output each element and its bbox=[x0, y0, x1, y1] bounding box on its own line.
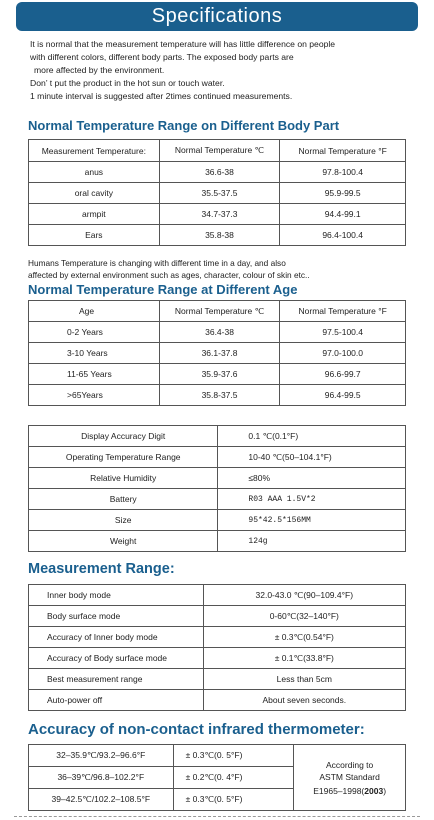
spec-value: 95*42.5*156MM bbox=[218, 510, 406, 531]
table-row bbox=[29, 225, 406, 246]
spec-label: Size bbox=[29, 510, 218, 531]
table-cell: 34.7-37.3 bbox=[159, 204, 280, 225]
measure-value: 0-60℃(32–140°F) bbox=[203, 606, 405, 627]
table-cell: 35.5-37.5 bbox=[159, 183, 280, 204]
specifications-banner: Specifications bbox=[16, 2, 418, 31]
table-row bbox=[29, 531, 406, 552]
table-row bbox=[29, 204, 406, 225]
table-row bbox=[29, 627, 406, 648]
table-cell: 97.5-100.4 bbox=[280, 322, 406, 343]
spec-value: 124g bbox=[218, 531, 406, 552]
measure-label: Accuracy of Inner body mode bbox=[29, 627, 204, 648]
table-cell: 95.9-99.5 bbox=[280, 183, 406, 204]
standard-line: According to bbox=[326, 759, 374, 770]
age-table bbox=[28, 300, 406, 406]
spec-label: Relative Humidity bbox=[29, 468, 218, 489]
measure-value: ± 0.3℃(0.54°F) bbox=[203, 627, 405, 648]
range-cell: 32–35.9℃/93.2–96.6°F bbox=[29, 745, 174, 767]
table-row bbox=[29, 426, 406, 447]
spec-label: Battery bbox=[29, 489, 218, 510]
measurement-table bbox=[28, 584, 406, 711]
bottom-divider bbox=[14, 816, 420, 817]
accuracy-cell: ± 0.3℃(0. 5°F) bbox=[173, 789, 294, 811]
body-part-table bbox=[28, 139, 406, 246]
accuracy-cell: ± 0.3℃(0. 5°F) bbox=[173, 745, 294, 767]
table-row bbox=[29, 183, 406, 204]
standard-line: E1965–1998(2003) bbox=[313, 785, 387, 796]
intro-line: Don’ t put the product in the hot sun or touch water. bbox=[30, 78, 225, 88]
table-row bbox=[29, 669, 406, 690]
table-cell: 11-65 Years bbox=[29, 364, 160, 385]
header-cell: Normal Temperature ℃ bbox=[159, 301, 280, 322]
table-cell: 35.8-37.5 bbox=[159, 385, 280, 406]
specs-table bbox=[28, 425, 406, 552]
header-cell: Normal Temperature °F bbox=[280, 301, 406, 322]
accuracy-table bbox=[28, 744, 406, 811]
table-row bbox=[29, 343, 406, 364]
table-row bbox=[29, 745, 406, 767]
spec-value: 10-40 ℃(50–104.1°F) bbox=[218, 447, 406, 468]
table-cell: armpit bbox=[29, 204, 160, 225]
measure-label: Accuracy of Body surface mode bbox=[29, 648, 204, 669]
range-cell: 39–42.5℃/102.2–108.5°F bbox=[29, 789, 174, 811]
table-row bbox=[29, 322, 406, 343]
spec-label: Operating Temperature Range bbox=[29, 447, 218, 468]
note-line: Humans Temperature is changing with different time in a day, and also bbox=[28, 258, 286, 268]
table-cell: anus bbox=[29, 162, 160, 183]
range-cell: 36–39℃/96.8–102.2°F bbox=[29, 767, 174, 789]
measure-value: 32.0-43.0 ℃(90–109.4°F) bbox=[203, 585, 405, 606]
intro-line: more affected by the environment. bbox=[34, 65, 165, 75]
measure-value: Less than 5cm bbox=[203, 669, 405, 690]
intro-line: 1 minute interval is suggested after 2times continued measurements. bbox=[30, 91, 293, 101]
header-cell: Measurement Temperature: bbox=[29, 140, 160, 162]
measurement-heading: Measurement Range: bbox=[28, 561, 175, 577]
accuracy-cell: ± 0.2℃(0. 4°F) bbox=[173, 767, 294, 789]
table-row bbox=[29, 162, 406, 183]
table-row bbox=[29, 468, 406, 489]
accuracy-heading: Accuracy of non-contact infrared thermometer: bbox=[28, 721, 365, 738]
table-header-row bbox=[29, 301, 406, 322]
header-cell: Normal Temperature °F bbox=[280, 140, 406, 162]
spec-label: Display Accuracy Digit bbox=[29, 426, 218, 447]
spec-value: 0.1 ℃(0.1°F) bbox=[218, 426, 406, 447]
measure-value: About seven seconds. bbox=[203, 690, 405, 711]
measure-value: ± 0.1℃(33.8°F) bbox=[203, 648, 405, 669]
spec-value: R03 AAA 1.5V*2 bbox=[218, 489, 406, 510]
table-cell: 36.6-38 bbox=[159, 162, 280, 183]
table-cell: 35.8-38 bbox=[159, 225, 280, 246]
table-row bbox=[29, 606, 406, 627]
table-row bbox=[29, 648, 406, 669]
standard-line: ASTM Standard bbox=[319, 771, 380, 782]
table-row bbox=[29, 364, 406, 385]
spec-label: Weight bbox=[29, 531, 218, 552]
age-note bbox=[28, 257, 310, 281]
intro-line: It is normal that the measurement temperature will has little difference on people bbox=[30, 39, 336, 49]
intro-line: with different colors, different body parts. The exposed body parts are bbox=[30, 52, 294, 62]
table-cell: 96.4-100.4 bbox=[280, 225, 406, 246]
measure-label: Inner body mode bbox=[29, 585, 204, 606]
table-cell: 35.9-37.6 bbox=[159, 364, 280, 385]
header-cell: Age bbox=[29, 301, 160, 322]
table-cell: 96.6-99.7 bbox=[280, 364, 406, 385]
table-row bbox=[29, 385, 406, 406]
age-heading: Normal Temperature Range at Different Age bbox=[28, 282, 298, 297]
intro-text bbox=[30, 38, 410, 103]
measure-label: Body surface mode bbox=[29, 606, 204, 627]
table-row bbox=[29, 510, 406, 531]
header-cell: Normal Temperature ℃ bbox=[159, 140, 280, 162]
table-cell: 97.8-100.4 bbox=[280, 162, 406, 183]
note-line: affected by external environment such as ages, character, colour of skin etc.. bbox=[28, 270, 310, 280]
table-cell: oral cavity bbox=[29, 183, 160, 204]
table-header-row bbox=[29, 140, 406, 162]
table-row bbox=[29, 690, 406, 711]
table-cell: 97.0-100.0 bbox=[280, 343, 406, 364]
table-row bbox=[29, 447, 406, 468]
table-row bbox=[29, 585, 406, 606]
spec-value: ≤80% bbox=[218, 468, 406, 489]
table-cell: 36.4-38 bbox=[159, 322, 280, 343]
table-cell: 36.1-37.8 bbox=[159, 343, 280, 364]
table-cell: 94.4-99.1 bbox=[280, 204, 406, 225]
table-cell: 3-10 Years bbox=[29, 343, 160, 364]
table-cell: >65Years bbox=[29, 385, 160, 406]
body-part-heading: Normal Temperature Range on Different Body Part bbox=[28, 118, 340, 133]
table-cell: 0-2 Years bbox=[29, 322, 160, 343]
measure-label: Auto-power off bbox=[29, 690, 204, 711]
table-cell: 96.4-99.5 bbox=[280, 385, 406, 406]
standard-cell bbox=[294, 745, 406, 811]
measure-label: Best measurement range bbox=[29, 669, 204, 690]
table-row bbox=[29, 489, 406, 510]
table-cell: Ears bbox=[29, 225, 160, 246]
